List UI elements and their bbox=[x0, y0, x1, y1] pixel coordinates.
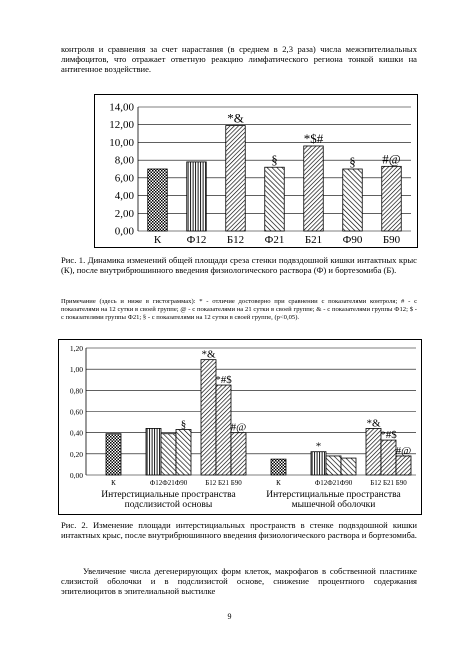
bar-4 bbox=[304, 146, 324, 231]
y-tick-label: 0,80 bbox=[69, 386, 83, 396]
y-tick-label: 2,00 bbox=[114, 207, 134, 220]
bar-annotation: #@ bbox=[395, 444, 412, 457]
bar-g4-2 bbox=[341, 458, 356, 475]
bar-6 bbox=[382, 166, 402, 231]
y-tick-label: 4,00 bbox=[114, 190, 134, 203]
y-tick-label: 6,00 bbox=[114, 172, 134, 185]
bar-g2-1 bbox=[216, 385, 231, 475]
group-label-1: Интерстициальные пространства мышечной оболочки bbox=[266, 490, 401, 510]
bar-annotation: *#$ bbox=[215, 374, 232, 387]
bar-2 bbox=[226, 126, 246, 231]
x-tick-label: Б12 Б21 Б90 bbox=[370, 479, 407, 487]
bar-1 bbox=[187, 162, 207, 231]
bar-5 bbox=[343, 169, 363, 231]
x-tick-label: Ф12Ф21Ф90 bbox=[149, 479, 188, 487]
x-tick-label: К bbox=[276, 479, 281, 487]
bar-annotation: *& bbox=[227, 110, 244, 126]
figure-note: Примечание (здесь и ниже в гистограммах): * - отличие достоверно при сравнении с показателями контроля; # - с показателями на 12 сутки в своей группе; @ - с показателями на 21 сутки в своей группе; & - с показателями группы Ф12; $ - с показателями группы Ф21; § - с показателями на 12 сутки в своей группе, (р<0,05). bbox=[61, 298, 417, 322]
x-tick-label: Б12 Б21 Б90 bbox=[205, 479, 242, 487]
bar-g1-2 bbox=[176, 429, 191, 475]
bar-g1-0 bbox=[146, 428, 161, 475]
y-tick-label: 12,00 bbox=[109, 119, 134, 132]
figure-2-chart bbox=[58, 339, 422, 515]
y-tick-label: 1,00 bbox=[69, 365, 83, 375]
page-number: 9 bbox=[227, 612, 232, 621]
y-tick-label: 0,00 bbox=[69, 471, 83, 480]
x-tick-label: Ф12 bbox=[186, 234, 207, 246]
group-label-0: Интерстициальные пространства подслизистой основы bbox=[101, 490, 236, 510]
bar-annotation: *#$ bbox=[380, 429, 397, 442]
bar-g5-2 bbox=[396, 456, 411, 475]
bar-g2-0 bbox=[201, 360, 216, 475]
y-tick-label: 8,00 bbox=[114, 154, 134, 167]
x-tick-label: К bbox=[153, 234, 162, 246]
bar-g4-1 bbox=[326, 456, 341, 475]
bar-g4-0 bbox=[311, 452, 326, 475]
bar-g2-2 bbox=[231, 433, 246, 475]
y-tick-label: 0,20 bbox=[69, 449, 83, 459]
x-tick-label: Ф12Ф21Ф90 bbox=[314, 479, 353, 487]
bar-0 bbox=[148, 169, 168, 231]
x-tick-label: Ф21 bbox=[264, 234, 285, 246]
y-tick-label: 0,40 bbox=[69, 428, 83, 438]
bar-g5-1 bbox=[381, 440, 396, 475]
bar-g1-1 bbox=[161, 434, 176, 475]
figure-1-caption: Рис. 1. Динамика изменений общей площади среза стенки подвздошной кишки интактных крыс (К), после внутрибрюшинного введения физиологического раствора (Ф) и бортезомиба (Б). bbox=[61, 255, 417, 276]
x-tick-label: Ф90 bbox=[342, 234, 363, 246]
figure-1-chart bbox=[94, 94, 418, 248]
x-tick-label: Б90 bbox=[382, 234, 401, 246]
y-tick-label: 0,00 bbox=[114, 225, 134, 238]
bar-annotation: *& bbox=[366, 417, 381, 430]
x-tick-label: К bbox=[111, 479, 116, 487]
y-tick-label: 10,00 bbox=[109, 136, 134, 149]
bar-annotation: * bbox=[315, 440, 322, 453]
bar-g0-0 bbox=[106, 434, 121, 475]
x-tick-label: Б12 bbox=[226, 234, 245, 246]
bar-g3-0 bbox=[271, 459, 286, 475]
bar-annotation: #@ bbox=[382, 151, 401, 167]
y-tick-label: 14,00 bbox=[109, 101, 134, 114]
bar-annotation: § bbox=[180, 418, 187, 431]
bar-annotation: *$# bbox=[303, 130, 324, 146]
figure-1-svg bbox=[95, 95, 417, 247]
paragraph-bottom: Увеличение числа дегенерирующих форм клеток, макрофагов в собственной пластинке слизистой оболочки и в подслизистой основе, снижение процентного содержания эпителиоцитов в эпителиальной выстилке bbox=[61, 566, 417, 597]
bar-annotation: § bbox=[271, 152, 278, 168]
figure-2-caption: Рис. 2. Изменение площади интерстициальных пространств в стенке подвздошной кишки интактных крыс, после внутрибрюшинного введения физиологического раствора и бортезомиба. bbox=[61, 520, 417, 541]
bar-annotation: *& bbox=[201, 348, 216, 361]
bar-annotation: § bbox=[349, 154, 356, 169]
bar-3 bbox=[265, 167, 285, 231]
bar-g5-0 bbox=[366, 428, 381, 475]
x-tick-label: Б21 bbox=[304, 234, 323, 246]
y-tick-label: 0,60 bbox=[69, 407, 83, 417]
bar-annotation: #@ bbox=[230, 421, 247, 434]
y-tick-label: 1,20 bbox=[69, 344, 83, 353]
figure-2-svg bbox=[59, 340, 421, 514]
paragraph-top: контроля и сравнения за счет нарастания (в среднем в 2,3 раза) числа межэпителиальных лимфоцитов, что отражает ответную реакцию лимфатического региона тонкой кишки на антигенное воздействие. bbox=[61, 44, 417, 75]
